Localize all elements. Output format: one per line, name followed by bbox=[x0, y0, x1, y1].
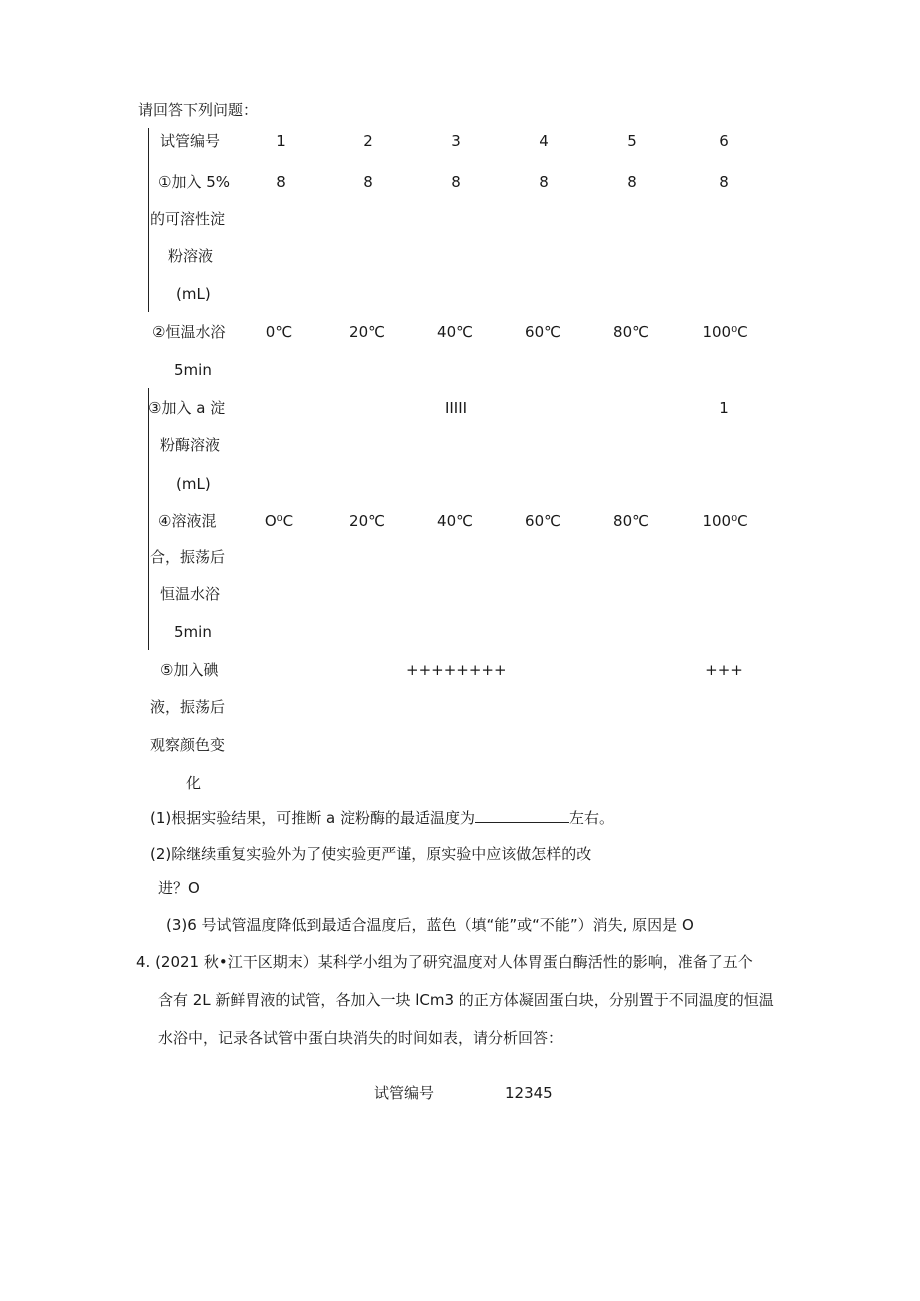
row1-value-6: 8 bbox=[719, 173, 729, 191]
question-3: (3)6 号试管温度降低到最适合温度后，蓝色（填“能”或“不能”）消失, 原因是 O bbox=[166, 916, 694, 934]
row4-value-2: 20℃ bbox=[349, 512, 385, 530]
question-1-text: (1)根据实验结果，可推断 a 淀粉酶的最适温度为 bbox=[150, 809, 475, 827]
row4-label-line2: 合，振荡后 bbox=[150, 548, 226, 566]
table-border-left-2 bbox=[148, 388, 149, 650]
row2-value-5: 80℃ bbox=[613, 323, 649, 341]
row1-label-line4: (mL) bbox=[176, 285, 211, 303]
tube-number-5: 5 bbox=[627, 132, 637, 150]
tube-number-1: 1 bbox=[276, 132, 286, 150]
row1-value-2: 8 bbox=[363, 173, 373, 191]
problem-4-line1: 4. (2021 秋•江干区期末）某科学小组为了研究温度对人体胃蛋白酶活性的影响，准备了五个 bbox=[136, 953, 753, 971]
table-border-left-1 bbox=[148, 128, 149, 312]
row2-label-line2: 5min bbox=[174, 361, 212, 379]
question-2-line2: 进？O bbox=[158, 879, 200, 897]
row1-value-3: 8 bbox=[451, 173, 461, 191]
row5-label-line4: 化 bbox=[186, 774, 202, 792]
tube-number-2: 2 bbox=[363, 132, 373, 150]
row1-value-1: 8 bbox=[276, 173, 286, 191]
row1-label-line1: ①加入 5% bbox=[158, 173, 231, 191]
tube-number-4: 4 bbox=[539, 132, 549, 150]
row3-label-line1: ③加入 a 淀 bbox=[148, 399, 226, 417]
header-label: 试管编号 bbox=[160, 132, 221, 150]
row3-value-mid: IIIII bbox=[444, 399, 468, 417]
row3-label-line3: (mL) bbox=[176, 475, 211, 493]
row2-value-4: 60℃ bbox=[525, 323, 561, 341]
row2-value-2: 20℃ bbox=[349, 323, 385, 341]
question-1 bbox=[150, 808, 614, 828]
row4-value-6: 100⁰C bbox=[702, 512, 748, 530]
problem-4-table-header-label: 试管编号 bbox=[374, 1084, 435, 1102]
row5-label-line1: ⑤加入碘 bbox=[160, 661, 219, 679]
row1-label-line3: 粉溶液 bbox=[168, 247, 214, 265]
tube-number-6: 6 bbox=[719, 132, 729, 150]
row4-value-3: 40℃ bbox=[437, 512, 473, 530]
row4-label-line3: 恒温水浴 bbox=[160, 585, 221, 603]
tube-number-3: 3 bbox=[451, 132, 461, 150]
problem-4-table-header-numbers: 12345 bbox=[505, 1084, 553, 1102]
problem-4-line3: 水浴中，记录各试管中蛋白块消失的时间如表，请分析回答： bbox=[158, 1029, 564, 1047]
intro-text: 请回答下列问题： bbox=[138, 101, 259, 119]
problem-4-line2: 含有 2L 新鲜胃液的试管，各加入一块 lCm3 的正方体凝固蛋白块，分别置于不同温度的恒温 bbox=[158, 991, 774, 1009]
row4-label-line1: ④溶液混 bbox=[158, 512, 217, 530]
row3-label-line2: 粉酶溶液 bbox=[160, 436, 221, 454]
row4-value-1: O⁰C bbox=[264, 512, 294, 530]
row2-label-line1: ②恒温水浴 bbox=[152, 323, 226, 341]
row5-value-a: ++++++++ bbox=[406, 661, 507, 679]
row4-value-5: 80℃ bbox=[613, 512, 649, 530]
row4-value-4: 60℃ bbox=[525, 512, 561, 530]
question-1-suffix: 左右。 bbox=[568, 809, 614, 827]
row4-label-line4: 5min bbox=[174, 623, 212, 641]
question-2-line1: (2)除继续重复实验外为了使实验更严谨，原实验中应该做怎样的改 bbox=[150, 845, 592, 863]
row1-label-line2: 的可溶性淀 bbox=[150, 210, 226, 228]
row5-label-line3: 观察颜色变 bbox=[150, 736, 226, 754]
row3-value-last: 1 bbox=[719, 399, 729, 417]
row2-value-3: 40℃ bbox=[437, 323, 473, 341]
row1-value-4: 8 bbox=[539, 173, 549, 191]
row2-value-1: 0℃ bbox=[265, 323, 293, 341]
row5-value-b: +++ bbox=[705, 661, 743, 679]
answer-blank bbox=[475, 808, 569, 823]
row5-label-line2: 液，振荡后 bbox=[150, 698, 226, 716]
row2-value-6: 100⁰C bbox=[702, 323, 748, 341]
row1-value-5: 8 bbox=[627, 173, 637, 191]
